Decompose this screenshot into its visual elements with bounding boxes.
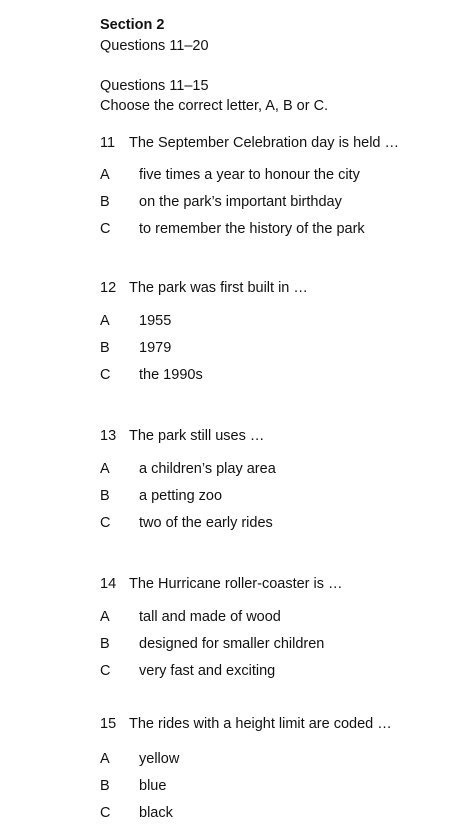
option-text: yellow xyxy=(139,751,180,767)
option-letter: B xyxy=(100,488,110,504)
option-text: blue xyxy=(139,778,167,794)
option-text: 1979 xyxy=(139,340,172,356)
option-letter: A xyxy=(100,167,110,183)
questions-range: Questions 11–15 xyxy=(100,78,209,94)
option-letter: B xyxy=(100,636,110,652)
option-text: a petting zoo xyxy=(139,488,223,504)
option-text: designed for smaller children xyxy=(139,636,325,652)
option-letter: A xyxy=(100,609,110,625)
option-12-c[interactable] xyxy=(100,367,460,384)
question-text: The Hurricane roller-coaster is … xyxy=(129,576,343,592)
question-number: 12 xyxy=(100,280,117,296)
option-letter: B xyxy=(100,340,110,356)
question-number: 11 xyxy=(100,135,116,151)
option-15-b[interactable] xyxy=(100,778,460,795)
question-12 xyxy=(100,280,308,297)
question-11 xyxy=(100,135,399,152)
option-15-c[interactable] xyxy=(100,805,460,822)
option-letter: A xyxy=(100,313,110,329)
option-text: five times a year to honour the city xyxy=(139,167,360,183)
option-text: the 1990s xyxy=(139,367,203,383)
option-letter: A xyxy=(100,461,110,477)
option-text: black xyxy=(139,805,173,821)
question-13 xyxy=(100,428,264,445)
option-13-a[interactable] xyxy=(100,461,460,478)
question-14 xyxy=(100,576,343,593)
question-text: The September Celebration day is held … xyxy=(129,135,400,151)
question-text: The rides with a height limit are coded … xyxy=(129,716,392,732)
option-letter: C xyxy=(100,515,111,531)
instruction-text: Choose the correct letter, A, B or C. xyxy=(100,98,329,114)
option-letter: A xyxy=(100,751,110,767)
option-letter: C xyxy=(100,663,111,679)
option-11-a[interactable] xyxy=(100,167,460,184)
option-text: to remember the history of the park xyxy=(139,221,365,237)
option-11-b[interactable] xyxy=(100,194,460,211)
option-14-c[interactable] xyxy=(100,663,460,680)
option-letter: C xyxy=(100,367,111,383)
option-text: two of the early rides xyxy=(139,515,273,531)
option-letter: B xyxy=(100,194,110,210)
question-number: 15 xyxy=(100,716,117,732)
question-15 xyxy=(100,716,392,733)
option-13-c[interactable] xyxy=(100,515,460,532)
section-title: Section 2 xyxy=(100,17,165,33)
option-text: 1955 xyxy=(139,313,172,329)
option-12-b[interactable] xyxy=(100,340,460,357)
option-letter: C xyxy=(100,805,111,821)
question-text: The park still uses … xyxy=(129,428,265,444)
option-text: a children’s play area xyxy=(139,461,276,477)
option-14-b[interactable] xyxy=(100,636,460,653)
option-text: very fast and exciting xyxy=(139,663,276,679)
option-text: on the park’s important birthday xyxy=(139,194,342,210)
question-number: 13 xyxy=(100,428,117,444)
option-13-b[interactable] xyxy=(100,488,460,505)
option-text: tall and made of wood xyxy=(139,609,281,625)
option-11-c[interactable] xyxy=(100,221,460,238)
question-text: The park was first built in … xyxy=(129,280,308,296)
section-subtitle: Questions 11–20 xyxy=(100,38,209,54)
option-14-a[interactable] xyxy=(100,609,460,626)
question-number: 14 xyxy=(100,576,117,592)
option-12-a[interactable] xyxy=(100,313,460,330)
option-letter: C xyxy=(100,221,111,237)
option-15-a[interactable] xyxy=(100,751,460,768)
option-letter: B xyxy=(100,778,110,794)
